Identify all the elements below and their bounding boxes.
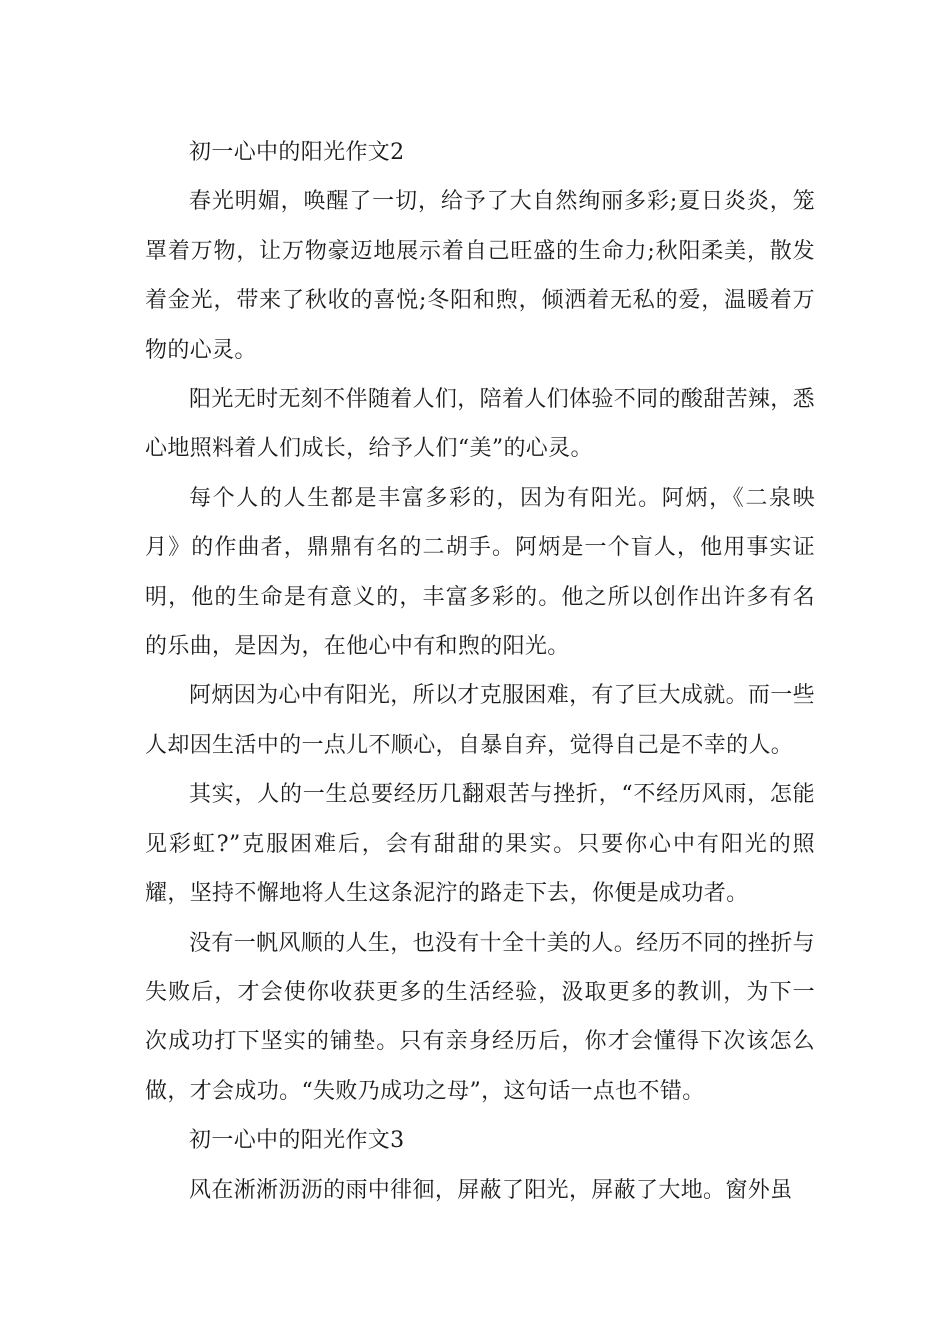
paragraph-seasons: 春光明媚，唤醒了一切，给予了大自然绚丽多彩;夏日炎炎，笼罩着万物，让万物豪迈地展示着自己旺盛的生命力;秋阳柔美，散发着金光，带来了秋收的喜悦;冬阳和煦，倾洒着无私的爱，温暖着万物的心灵。: [145, 189, 815, 363]
paragraph-failure: 没有一帆风顺的人生，也没有十全十美的人。经历不同的挫折与失败后，才会使你收获更多的生活经验，汲取更多的教训，为下一次成功打下坚实的铺垫。只有亲身经历后，你才会懂得下次该怎么做，才会成功。“失败乃成功之母”，这句话一点也不错。: [145, 930, 815, 1104]
essay-title-2: 初一心中的阳光作文2: [189, 140, 405, 165]
document-body: [145, 128, 815, 1215]
paragraph-hardship: 其实，人的一生总要经历几翻艰苦与挫折，“不经历风雨，怎能见彩虹?”克服困难后，会有甜甜的果实。只要你心中有阳光的照耀，坚持不懈地将人生这条泥泞的路走下去，你便是成功者。: [145, 782, 815, 907]
paragraph-wind-rain: 风在淅淅沥沥的雨中徘徊，屏蔽了阳光，屏蔽了大地。窗外虽: [189, 1177, 793, 1203]
paragraph-abing-achievement: 阿炳因为心中有阳光，所以才克服困难，有了巨大成就。而一些人却因生活中的一点儿不顺心，自暴自弃，觉得自己是不幸的人。: [145, 683, 815, 758]
essay-title-3: 初一心中的阳光作文3: [189, 1128, 405, 1154]
paragraph-abing: 每个人的人生都是丰富多彩的，因为有阳光。阿炳，《二泉映月》的作曲者，鼎鼎有名的二胡手。阿炳是一个盲人，他用事实证明，他的生命是有意义的，丰富多彩的。他之所以创作出许多有名的乐曲，是因为，在他心中有和煦的阳光。: [145, 485, 815, 660]
paragraph-sunshine-companion: 阳光无时无刻不伴随着人们，陪着人们体验不同的酸甜苦辣，悉心地照料着人们成长，给予人们“美”的心灵。: [145, 387, 815, 462]
